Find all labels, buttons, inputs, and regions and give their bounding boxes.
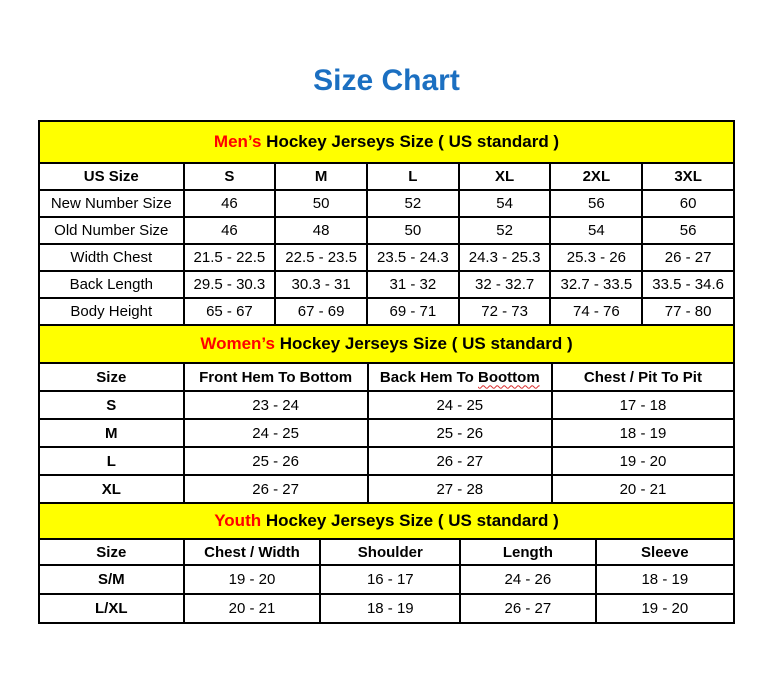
table-cell: 19 - 20 (184, 565, 321, 594)
table-cell: 65 - 67 (184, 298, 276, 325)
table-cell: 20 - 21 (552, 475, 734, 503)
womens-size-table (38, 324, 735, 504)
womens-band-row (39, 325, 734, 363)
table-cell: 29.5 - 30.3 (184, 271, 276, 298)
misspelled-word: Boottom (478, 368, 540, 386)
row-label: Back Length (39, 271, 184, 298)
table-row (39, 565, 734, 594)
table-cell: 26 - 27 (642, 244, 734, 271)
table-row (39, 217, 734, 244)
mens-band-row (39, 121, 734, 163)
table-cell: 50 (367, 217, 459, 244)
table-cell: 74 - 76 (550, 298, 642, 325)
column-header: Front Hem To Bottom (184, 363, 368, 391)
table-cell: 18 - 19 (320, 594, 460, 623)
column-header: Size (39, 363, 184, 391)
row-label: New Number Size (39, 190, 184, 217)
youth-band-rest: Hockey Jerseys Size ( US standard ) (261, 511, 559, 530)
table-cell: 52 (367, 190, 459, 217)
table-cell: 16 - 17 (320, 565, 460, 594)
row-label: L (39, 447, 184, 475)
mens-band-highlight: Men’s (213, 132, 262, 151)
table-cell: 32.7 - 33.5 (550, 271, 642, 298)
table-cell: 26 - 27 (460, 594, 596, 623)
youth-band-row (39, 503, 734, 539)
table-row (39, 391, 734, 419)
womens-section-header (39, 325, 734, 363)
womens-band-highlight: Women’s (200, 334, 275, 353)
table-cell: 18 - 19 (596, 565, 734, 594)
row-label: Width Chest (39, 244, 184, 271)
column-header: Length (460, 539, 596, 565)
table-cell: 23.5 - 24.3 (367, 244, 459, 271)
womens-header-row (39, 363, 734, 391)
table-cell: 67 - 69 (275, 298, 367, 325)
column-header: Chest / Pit To Pit (552, 363, 734, 391)
table-cell: 19 - 20 (552, 447, 734, 475)
table-row (39, 298, 734, 325)
table-row (39, 244, 734, 271)
table-cell: 22.5 - 23.5 (275, 244, 367, 271)
table-cell: 77 - 80 (642, 298, 734, 325)
column-header: L (367, 163, 459, 190)
column-header: S (184, 163, 276, 190)
table-cell: 72 - 73 (459, 298, 551, 325)
table-cell: 21.5 - 22.5 (184, 244, 276, 271)
table-cell: 25 - 26 (368, 419, 552, 447)
row-label: M (39, 419, 184, 447)
table-cell: 25.3 - 26 (550, 244, 642, 271)
mens-section-header (39, 121, 734, 163)
table-cell: 46 (184, 190, 276, 217)
table-cell: 26 - 27 (184, 475, 368, 503)
table-cell: 26 - 27 (368, 447, 552, 475)
table-cell: 27 - 28 (368, 475, 552, 503)
column-header-text: Back Hem To (379, 368, 479, 386)
column-header: 2XL (550, 163, 642, 190)
youth-section-header (39, 503, 734, 539)
table-cell: 52 (459, 217, 551, 244)
table-cell: 56 (642, 217, 734, 244)
table-cell: 18 - 19 (552, 419, 734, 447)
column-header (368, 363, 552, 391)
womens-band-rest: Hockey Jerseys Size ( US standard ) (274, 334, 573, 353)
table-cell: 50 (275, 190, 367, 217)
table-cell: 60 (642, 190, 734, 217)
size-chart-tables (38, 120, 735, 624)
column-header: Size (39, 539, 184, 565)
youth-band-highlight: Youth (214, 511, 262, 530)
table-cell: 24 - 25 (184, 419, 368, 447)
table-cell: 30.3 - 31 (275, 271, 367, 298)
table-row (39, 190, 734, 217)
table-cell: 46 (184, 217, 276, 244)
mens-size-table (38, 120, 735, 326)
row-label: Body Height (39, 298, 184, 325)
table-cell: 69 - 71 (367, 298, 459, 325)
table-cell: 24 - 25 (368, 391, 552, 419)
table-row (39, 594, 734, 623)
column-header: US Size (39, 163, 184, 190)
youth-header-row (39, 539, 734, 565)
table-cell: 33.5 - 34.6 (642, 271, 734, 298)
column-header: 3XL (642, 163, 734, 190)
table-cell: 24.3 - 25.3 (459, 244, 551, 271)
table-cell: 23 - 24 (184, 391, 368, 419)
table-cell: 17 - 18 (552, 391, 734, 419)
table-row (39, 447, 734, 475)
table-cell: 56 (550, 190, 642, 217)
table-cell: 31 - 32 (367, 271, 459, 298)
column-header: Sleeve (596, 539, 734, 565)
table-cell: 54 (550, 217, 642, 244)
row-label: S (39, 391, 184, 419)
mens-band-rest: Hockey Jerseys Size ( US standard ) (261, 132, 560, 151)
column-header: Shoulder (320, 539, 460, 565)
row-label: XL (39, 475, 184, 503)
table-cell: 20 - 21 (184, 594, 321, 623)
row-label: Old Number Size (39, 217, 184, 244)
row-label: S/M (39, 565, 184, 594)
page-title: Size Chart (313, 64, 460, 97)
column-header: M (275, 163, 367, 190)
column-header: XL (459, 163, 551, 190)
table-row (39, 419, 734, 447)
table-row (39, 271, 734, 298)
row-label: L/XL (39, 594, 184, 623)
table-cell: 54 (459, 190, 551, 217)
youth-size-table (38, 502, 735, 624)
table-cell: 25 - 26 (184, 447, 368, 475)
mens-header-row (39, 163, 734, 190)
table-cell: 24 - 26 (460, 565, 596, 594)
table-cell: 48 (275, 217, 367, 244)
table-cell: 19 - 20 (596, 594, 734, 623)
table-row (39, 475, 734, 503)
column-header: Chest / Width (184, 539, 321, 565)
table-cell: 32 - 32.7 (459, 271, 551, 298)
